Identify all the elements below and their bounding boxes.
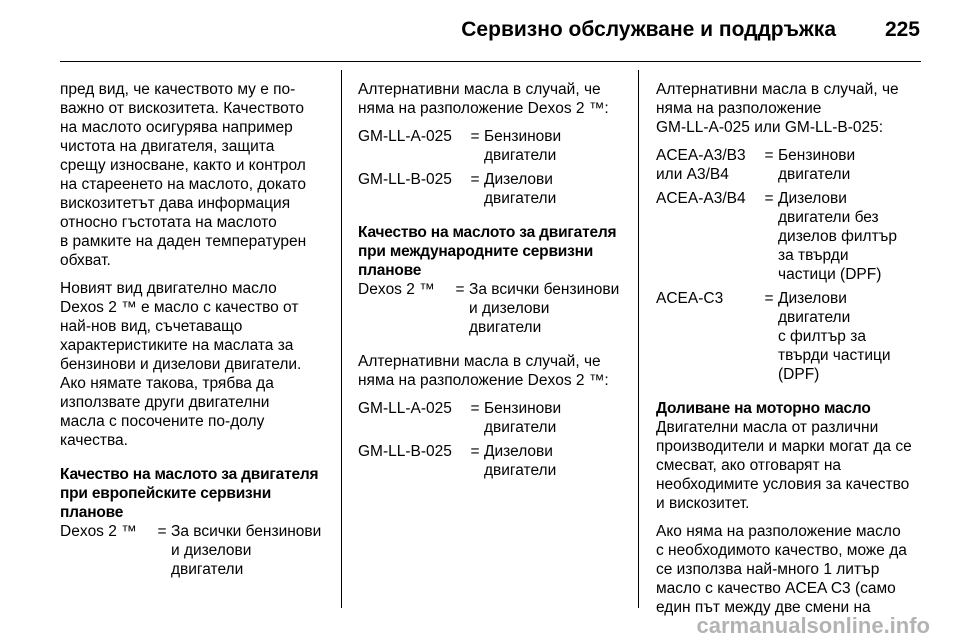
table-row: [358, 399, 630, 442]
spec-desc: За всички бензинови и дизелови двигатели: [469, 281, 620, 336]
spec-table-alternatives-2: [358, 399, 630, 485]
spec-term: GM-LL-A-025: [358, 128, 452, 145]
spec-equals: =: [764, 290, 774, 307]
spec-desc: Дизелови двигатели: [484, 171, 557, 207]
spec-equals: =: [470, 128, 480, 145]
page-number: 225: [884, 18, 920, 41]
table-row: [358, 170, 630, 213]
spec-term: ACEA-A3/B4: [656, 190, 746, 207]
spec-term: GM-LL-B-025: [358, 171, 452, 188]
spec-term: GM-LL-B-025: [358, 443, 452, 460]
heading-european-service-plans: Качество на маслото за двигателя при европейските сервизни планове: [60, 466, 319, 521]
paragraph-alternatives-3: Алтернативни масла в случай, че няма на разположение GM-LL-A-025 или GM-LL-B-025:: [656, 81, 899, 136]
paragraph-oil-quality: пред вид, че качеството му е по- важно от вискозитета. Качеството на маслото осигурява например чистота на двигателя, защита срещу износване, както и контрол на стареенето на маслото, докато вискозитетът дава информация относно гъстотата на маслото в рамките на даден температурен обхват.: [60, 81, 307, 269]
heading-international-service-plans: Качество на маслото за двигателя при международните сервизни планове: [358, 224, 617, 279]
spec-desc: За всички бензинови и дизелови двигатели: [171, 523, 322, 578]
table-row: [656, 146, 924, 189]
column-1: [60, 80, 332, 600]
spec-equals: =: [157, 523, 167, 540]
column-3: [656, 80, 924, 616]
spec-desc: Дизелови двигатели: [484, 443, 557, 479]
column-divider-1: [341, 70, 342, 608]
paragraph-acea-c3: Ако няма на разположение масло с необходимото качество, може да се използва най-много 1 литър масло с качество ACEA C3 (само един път между две смени на: [656, 523, 907, 616]
header-title: Сервизно обслужване и поддръжка: [461, 18, 836, 41]
paragraph-mixing-oils: Двигателни масла от различни производители и марки могат да се смесват, ако отговарят на необходимите условия за качество и вискозитет.: [656, 419, 912, 512]
spec-desc: Дизелови двигатели без дизелов филтър за твърди частици (DPF): [778, 190, 897, 283]
header-rule: [60, 61, 921, 62]
table-row: [358, 280, 630, 342]
spec-term: GM-LL-A-025: [358, 400, 452, 417]
spec-table-acea: [656, 146, 924, 389]
table-row: [60, 522, 332, 584]
table-row: [358, 442, 630, 485]
spec-term: Dexos 2 ™: [60, 523, 137, 540]
paragraph-dexos2: Новият вид двигателно масло Dexos 2 ™ е масло с качество от най-нов вид, съчетаващо характеристиките на маслата за бензинови и дизелови двигатели. Ако нямате такова, трябва да използвате други двигателни масла с посочените по-долу качества.: [60, 280, 302, 449]
spec-desc: Дизелови двигатели с филтър за твърди частици (DPF): [778, 290, 891, 383]
spec-equals: =: [764, 147, 774, 164]
spec-term: ACEA-A3/B3 или A3/B4: [656, 147, 746, 183]
table-row: [656, 189, 924, 289]
heading-topping-up-oil: Доливане на моторно масло: [656, 400, 871, 417]
spec-equals: =: [470, 443, 480, 460]
column-divider-2: [638, 70, 639, 608]
spec-equals: =: [764, 190, 774, 207]
table-row: [656, 289, 924, 389]
spec-table-european: [60, 522, 332, 584]
spec-table-international: [358, 280, 630, 342]
spec-equals: =: [455, 281, 465, 298]
spec-term: ACEA-C3: [656, 290, 724, 307]
spec-equals: =: [470, 400, 480, 417]
paragraph-alternatives-2: Алтернативни масла в случай, че няма на разположение Dexos 2 ™:: [358, 353, 609, 389]
spec-equals: =: [470, 171, 480, 188]
paragraph-alternatives-1: Алтернативни масла в случай, че няма на разположение Dexos 2 ™:: [358, 81, 609, 117]
spec-desc: Бензинови двигатели: [484, 400, 562, 436]
spec-table-alternatives-1: [358, 127, 630, 213]
table-row: [358, 127, 630, 170]
spec-desc: Бензинови двигатели: [778, 147, 856, 183]
spec-desc: Бензинови двигатели: [484, 128, 562, 164]
column-2: [358, 80, 630, 600]
spec-term: Dexos 2 ™: [358, 281, 435, 298]
watermark-text: carmanualsonline.info: [696, 613, 930, 638]
